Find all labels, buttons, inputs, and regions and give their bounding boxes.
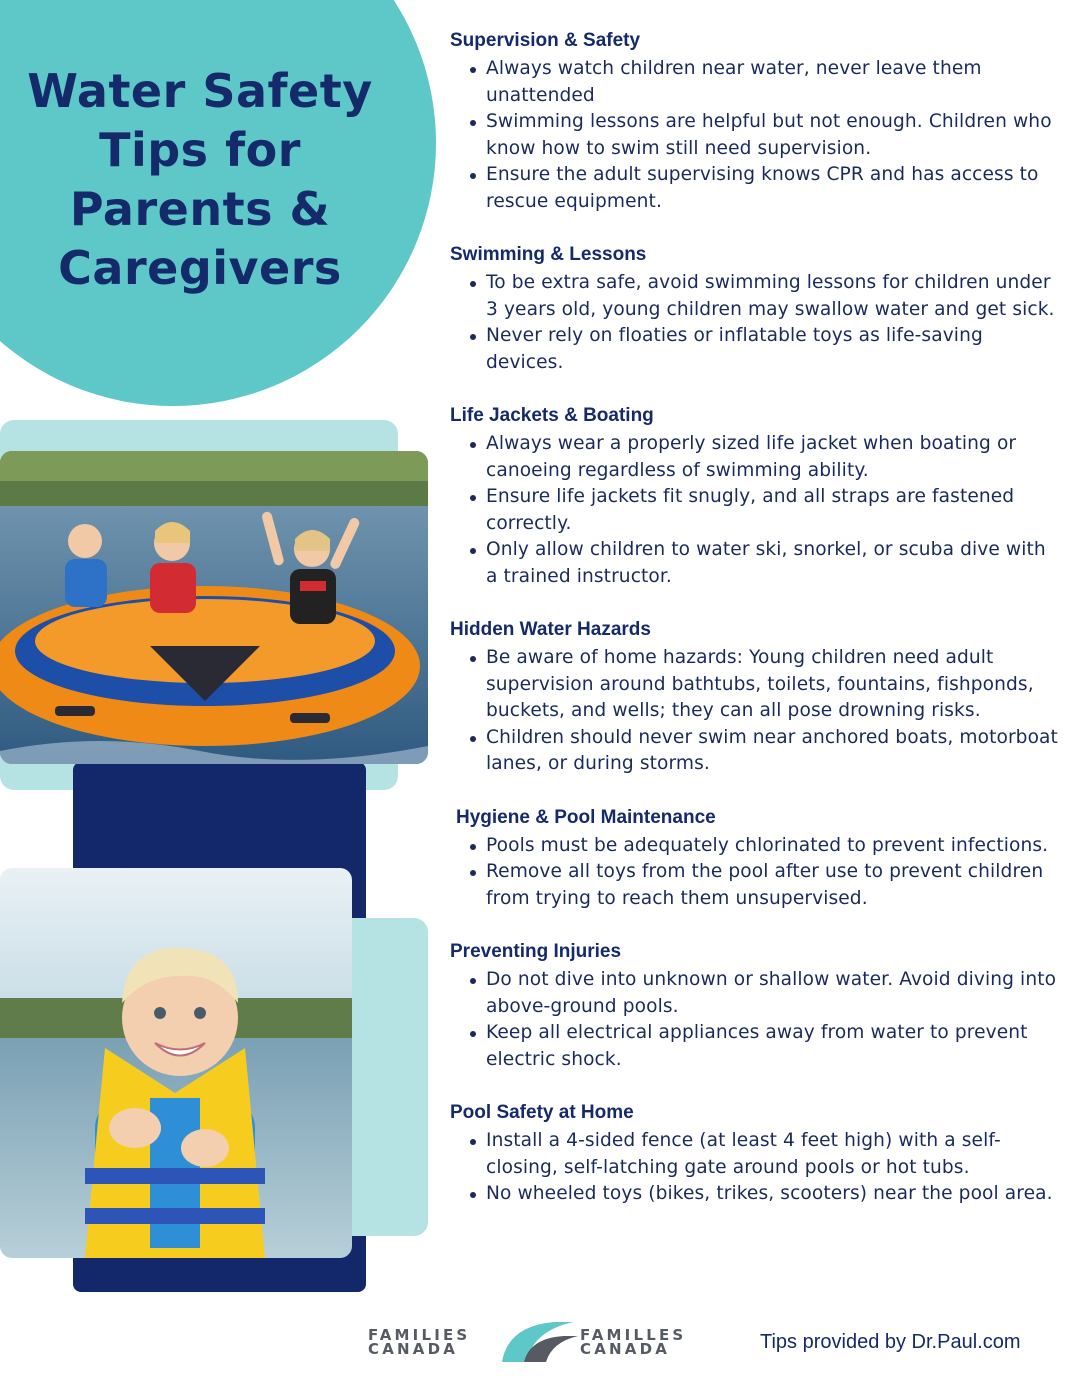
page-title bbox=[20, 62, 380, 298]
list-item: Swimming lessons are helpful but not enough. Children who know how to swim still need supervision. bbox=[486, 109, 1060, 162]
tips-list bbox=[450, 56, 1060, 215]
section-heading: Supervision & Safety bbox=[450, 30, 641, 51]
logo-text-left-1: FAMILIES bbox=[368, 1326, 471, 1344]
section-heading: Preventing Injuries bbox=[450, 941, 622, 962]
kids-on-tube-photo bbox=[0, 451, 428, 764]
list-item: Always wear a properly sized life jacket when boating or canoeing regardless of swimming ability. bbox=[486, 431, 1060, 484]
section-hygiene-pool-maintenance bbox=[450, 805, 1060, 913]
list-item: Be aware of home hazards: Young children need adult supervision around bathtubs, toilets, fountains, fishponds, buckets, and wells; they can all pose drowning risks. bbox=[486, 645, 1060, 725]
title-line: Water Safety bbox=[27, 64, 373, 118]
logo-text-right-1: FAMILLES bbox=[580, 1326, 687, 1344]
list-item: Ensure the adult supervising knows CPR and has access to rescue equipment. bbox=[486, 162, 1060, 215]
logo-text-right-2: CANADA bbox=[580, 1340, 671, 1358]
section-heading: Hygiene & Pool Maintenance bbox=[456, 806, 716, 828]
section-supervision-safety bbox=[450, 28, 1060, 215]
list-item: Remove all toys from the pool after use to prevent children from trying to reach them unsupervised. bbox=[486, 859, 1060, 912]
list-item: To be extra safe, avoid swimming lessons for children under 3 years old, young children may swallow water and get sick. bbox=[486, 270, 1060, 323]
section-life-jackets-boating bbox=[450, 403, 1060, 590]
tips-list bbox=[450, 967, 1060, 1073]
list-item: Keep all electrical appliances away from water to prevent electric shock. bbox=[486, 1020, 1060, 1073]
section-heading: Swimming & Lessons bbox=[450, 244, 647, 265]
credit-text: Tips provided by Dr.Paul.com bbox=[760, 1331, 1021, 1353]
logo-swoosh-icon bbox=[494, 1316, 578, 1366]
title-line: Tips for bbox=[99, 123, 301, 177]
list-item: Always watch children near water, never leave them unattended bbox=[486, 56, 1060, 109]
kids-on-tube-illustration bbox=[0, 451, 428, 764]
list-item: Install a 4-sided fence (at least 4 feet high) with a self-closing, self-latching gate around pools or hot tubs. bbox=[486, 1128, 1060, 1181]
list-item: Do not dive into unknown or shallow water. Avoid diving into above-ground pools. bbox=[486, 967, 1060, 1020]
section-swimming-lessons bbox=[450, 242, 1060, 376]
section-hidden-water-hazards bbox=[450, 617, 1060, 778]
tips-list bbox=[450, 270, 1060, 376]
list-item: Pools must be adequately chlorinated to prevent infections. bbox=[486, 833, 1060, 860]
tips-list bbox=[450, 833, 1060, 913]
tips-list bbox=[450, 645, 1060, 778]
list-item: Only allow children to water ski, snorkel, or scuba dive with a trained instructor. bbox=[486, 537, 1060, 590]
logo-text-left-2: CANADA bbox=[368, 1340, 459, 1358]
tips-list bbox=[450, 431, 1060, 590]
boy-in-life-jacket-photo bbox=[0, 868, 352, 1258]
tips-content bbox=[450, 28, 1060, 1235]
families-canada-logo bbox=[362, 1312, 712, 1368]
list-item: Never rely on floaties or inflatable toys as life-saving devices. bbox=[486, 323, 1060, 376]
boy-in-life-jacket-illustration bbox=[0, 868, 352, 1258]
section-heading: Hidden Water Hazards bbox=[450, 619, 651, 640]
list-item: Children should never swim near anchored boats, motorboat lanes, or during storms. bbox=[486, 725, 1060, 778]
section-preventing-injuries bbox=[450, 939, 1060, 1073]
section-pool-safety-home bbox=[450, 1100, 1060, 1208]
section-heading: Pool Safety at Home bbox=[450, 1102, 634, 1123]
list-item: Ensure life jackets fit snugly, and all straps are fastened correctly. bbox=[486, 484, 1060, 537]
list-item: No wheeled toys (bikes, trikes, scooters) near the pool area. bbox=[486, 1181, 1060, 1208]
tips-list bbox=[450, 1128, 1060, 1208]
section-heading: Life Jackets & Boating bbox=[450, 405, 654, 426]
title-line: Caregivers bbox=[58, 241, 342, 295]
title-line: Parents & bbox=[69, 182, 331, 236]
